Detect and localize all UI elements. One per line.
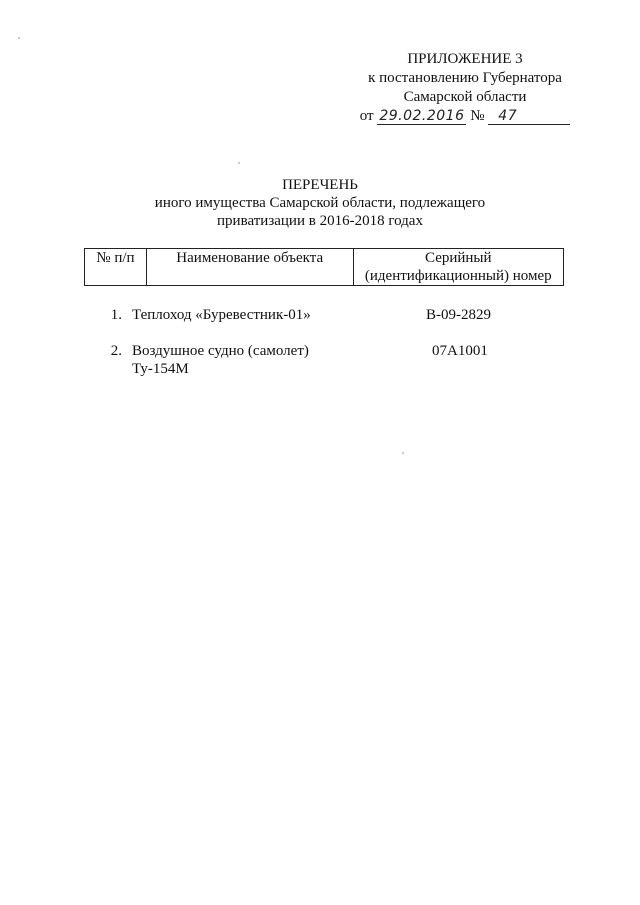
row-name [132,342,352,378]
header-serial-line1: Серийный [425,250,492,266]
row-number: 2. [110,343,122,359]
scan-speck [18,37,20,39]
appendix-date-number [340,107,590,126]
row-number: 1. [110,307,122,323]
row-name: Теплоход «Буревестник-01» [132,307,311,323]
row-serial: 07А1001 [432,343,488,359]
row-serial: В-09-2829 [426,307,491,323]
scan-speck [402,452,404,454]
heading-subtitle: иного имущества Самарской области, подлежащего [154,195,486,211]
document-heading [130,176,510,230]
header-name: Наименование объекта [146,249,353,286]
heading-period: приватизации в 2016-2018 годах [217,213,423,229]
appendix-block [340,50,590,126]
header-number: № п/п [85,249,147,286]
scan-speck [238,162,240,164]
handwritten-date: 29.02.2016 [379,108,465,124]
header-serial-line2: (идентификационный) номер [364,268,552,284]
table-header-row [85,249,564,286]
appendix-region: Самарской области [403,89,527,105]
heading-title: ПЕРЕЧЕНЬ [282,177,358,193]
row-name-line1: Воздушное судно (самолет) [132,343,309,359]
property-table [84,248,564,286]
row-name-line2: Ту-154М [132,361,189,377]
table-row [66,342,546,382]
handwritten-number: 47 [488,108,570,125]
header-serial [353,249,563,286]
appendix-reference: к постановлению Губернатора [368,70,562,86]
appendix-title: ПРИЛОЖЕНИЕ 3 [407,51,523,67]
table-row [66,306,546,326]
date-prefix: от [359,108,374,124]
number-prefix: № [470,108,485,124]
